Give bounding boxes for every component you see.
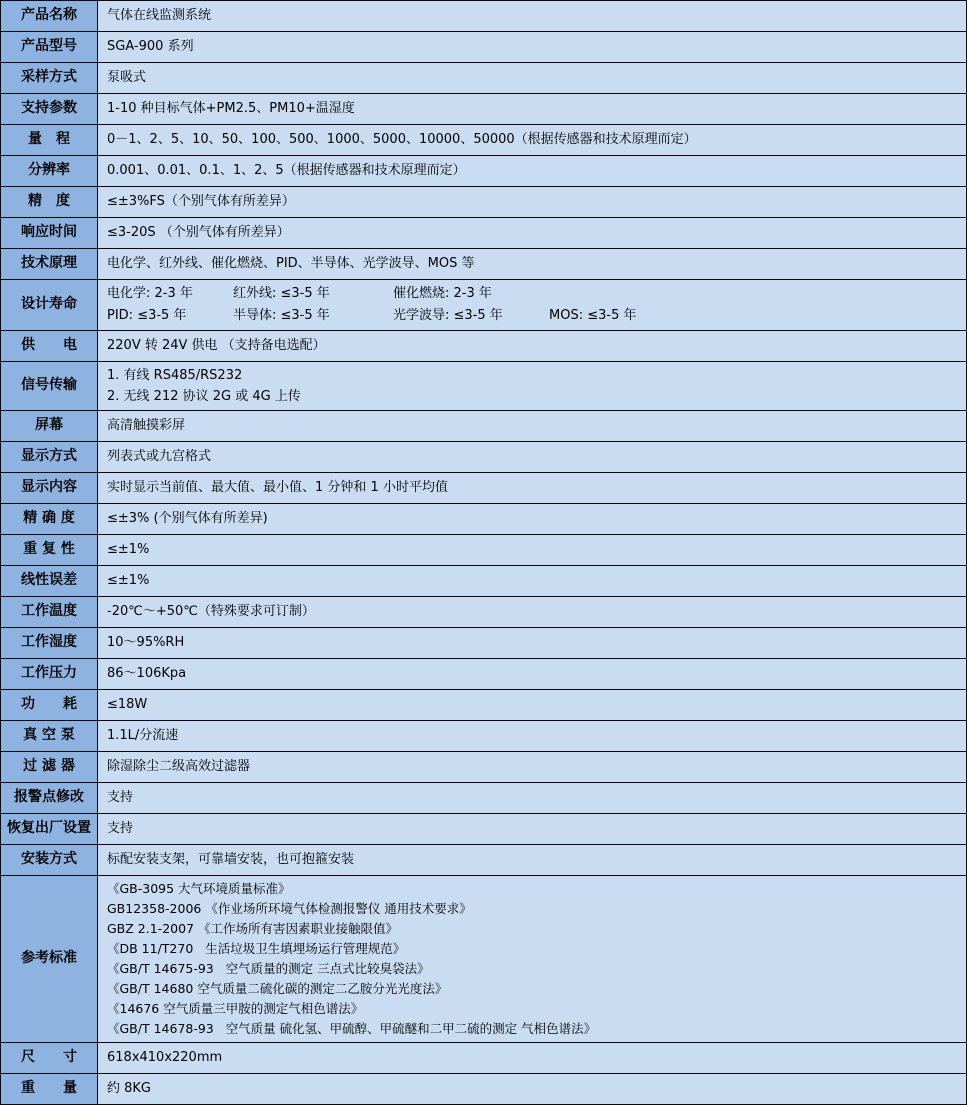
spec-value [98,566,966,596]
spec-label: 真 空 泵 [1,721,98,751]
spec-row [1,94,966,125]
spec-row [1,442,966,473]
spec-label: 产品名称 [1,1,98,31]
value-text: ≤±1% [107,572,150,588]
value-text: 220V 转 24V 供电 （支持备电选配） [107,337,326,353]
spec-label: 量 程 [1,125,98,155]
spec-value [98,125,966,155]
value-text: 10～95%RH [107,634,185,650]
value-line: 《GB/T 14680 空气质量二硫化碳的测定二乙胺分光光度法》 [107,981,448,996]
value-line: 《GB/T 14675-93 空气质量的测定 三点式比较臭袋法》 [107,961,430,976]
value-text: 电化学、红外线、催化燃烧、PID、半导体、光学波导、MOS 等 [107,255,475,271]
spec-label: 信号传输 [1,362,98,410]
spec-label: 工作温度 [1,597,98,627]
spec-row [1,783,966,814]
spec-row [1,876,966,1043]
value-text: 泵吸式 [107,69,147,85]
spec-row [1,473,966,504]
spec-label: 支持参数 [1,94,98,124]
spec-row [1,690,966,721]
spec-value [98,659,966,689]
value-text: 列表式或九宫格式 [107,448,212,464]
spec-row [1,249,966,280]
value-line: 1. 有线 RS485/RS232 [107,368,243,383]
lifespan-item: PID: ≤3-5 年 [107,308,187,323]
lifespan-line [107,283,958,305]
spec-row [1,280,966,331]
lifespan-item: MOS: ≤3-5 年 [549,308,637,323]
spec-row [1,814,966,845]
spec-row [1,1,966,32]
spec-value [98,218,966,248]
value-line: GBZ 2.1-2007 《工作场所有害因素职业接触限值》 [107,921,398,936]
spec-label: 报警点修改 [1,783,98,813]
spec-label: 精 度 [1,187,98,217]
spec-row [1,845,966,876]
spec-label: 供 电 [1,331,98,361]
spec-row [1,535,966,566]
spec-label: 工作压力 [1,659,98,689]
spec-value [98,411,966,441]
value-text: 除湿除尘二级高效过滤器 [107,758,251,774]
spec-label: 产品型号 [1,32,98,62]
lifespan-item: 催化燃烧: 2-3 年 [393,286,492,301]
spec-value [98,362,966,410]
value-text: 0.001、0.01、0.1、1、2、5（根据传感器和技术原理而定） [107,162,466,178]
spec-row [1,63,966,94]
value-text: 高清触摸彩屏 [107,417,186,433]
spec-value [98,187,966,217]
spec-row [1,218,966,249]
spec-value [98,628,966,658]
spec-value [98,504,966,534]
spec-label: 恢复出厂设置 [1,814,98,844]
value-text: 支持 [107,820,134,836]
spec-row [1,187,966,218]
spec-label: 工作湿度 [1,628,98,658]
spec-label: 设计寿命 [1,280,98,330]
spec-label: 安装方式 [1,845,98,875]
lifespan-item: 光学波导: ≤3-5 年 [393,308,503,323]
spec-value [98,1074,966,1104]
spec-value [98,249,966,279]
spec-value [98,783,966,813]
spec-row [1,752,966,783]
value-text: 实时显示当前值、最大值、最小值、1 分钟和 1 小时平均值 [107,479,448,495]
value-text: ≤3-20S （个别气体有所差异） [107,224,290,240]
spec-value [98,876,966,1042]
lifespan-item: 红外线: ≤3-5 年 [233,286,330,301]
spec-row [1,1074,966,1104]
spec-row [1,721,966,752]
spec-value [98,814,966,844]
value-text: ≤18W [107,696,148,712]
spec-value [98,63,966,93]
spec-row [1,411,966,442]
value-text: 约 8KG [107,1080,152,1096]
spec-value [98,597,966,627]
spec-value [98,32,966,62]
spec-row [1,156,966,187]
spec-label: 显示内容 [1,473,98,503]
spec-label: 显示方式 [1,442,98,472]
value-line: 《14676 空气质量三甲胺的测定气相色谱法》 [107,1001,364,1016]
spec-label: 技术原理 [1,249,98,279]
spec-row [1,504,966,535]
spec-label: 过 滤 器 [1,752,98,782]
lifespan-item [549,283,958,305]
spec-value [98,752,966,782]
spec-value [98,845,966,875]
value-text: ≤±3%FS（个别气体有所差异） [107,193,295,209]
spec-value [98,156,966,186]
spec-value [98,721,966,751]
value-line: 《GB-3095 大气环境质量标准》 [107,881,291,896]
spec-row [1,125,966,156]
lifespan-item: 半导体: ≤3-5 年 [233,308,330,323]
spec-label: 尺 寸 [1,1043,98,1073]
value-text: -20℃～+50℃（特殊要求可订制） [107,603,315,619]
spec-label: 屏幕 [1,411,98,441]
value-text: ≤±3% (个别气体有所差异) [107,510,268,526]
spec-label: 采样方式 [1,63,98,93]
spec-value [98,280,966,330]
spec-value [98,442,966,472]
value-text: 1.1L/分流速 [107,727,179,743]
value-text: ≤±1% [107,541,150,557]
value-text: 标配安装支架，可靠墙安装，也可抱箍安装 [107,851,355,867]
spec-value [98,473,966,503]
spec-label: 功 耗 [1,690,98,720]
lifespan-line [107,305,958,327]
lifespan-item: 电化学: 2-3 年 [107,286,193,301]
spec-row [1,628,966,659]
value-line: GB12358-2006 《作业场所环境气体检测报警仪 通用技术要求》 [107,901,472,916]
value-text: 618x410x220mm [107,1049,223,1065]
value-text: 0－1、2、5、10、50、100、500、1000、5000、10000、50000（根据传感器和技术原理而定） [107,131,697,147]
spec-row [1,331,966,362]
spec-row [1,659,966,690]
spec-value [98,535,966,565]
spec-row [1,597,966,628]
spec-label: 重 量 [1,1074,98,1104]
spec-value [98,1043,966,1073]
value-line: 《GB/T 14678-93 空气质量 硫化氢、甲硫醇、甲硫醚和二甲二硫的测定 气相色谱法》 [107,1021,597,1036]
spec-label: 精 确 度 [1,504,98,534]
spec-label: 响应时间 [1,218,98,248]
value-text: 气体在线监测系统 [107,7,212,23]
value-text: 支持 [107,789,134,805]
spec-label: 参考标准 [1,876,98,1042]
value-line: 2. 无线 212 协议 2G 或 4G 上传 [107,389,301,404]
value-text: SGA-900 系列 [107,38,194,54]
spec-value [98,331,966,361]
spec-row [1,566,966,597]
spec-label: 线性误差 [1,566,98,596]
spec-row [1,32,966,63]
spec-row [1,362,966,411]
value-line: 《DB 11/T270 生活垃圾卫生填埋场运行管理规范》 [107,941,406,956]
spec-value [98,94,966,124]
value-text: 1-10 种目标气体+PM2.5、PM10+温湿度 [107,100,355,116]
spec-row [1,1043,966,1074]
spec-value [98,690,966,720]
value-text: 86～106Kpa [107,665,187,681]
spec-value [98,1,966,31]
spec-label: 分辨率 [1,156,98,186]
spec-label: 重 复 性 [1,535,98,565]
